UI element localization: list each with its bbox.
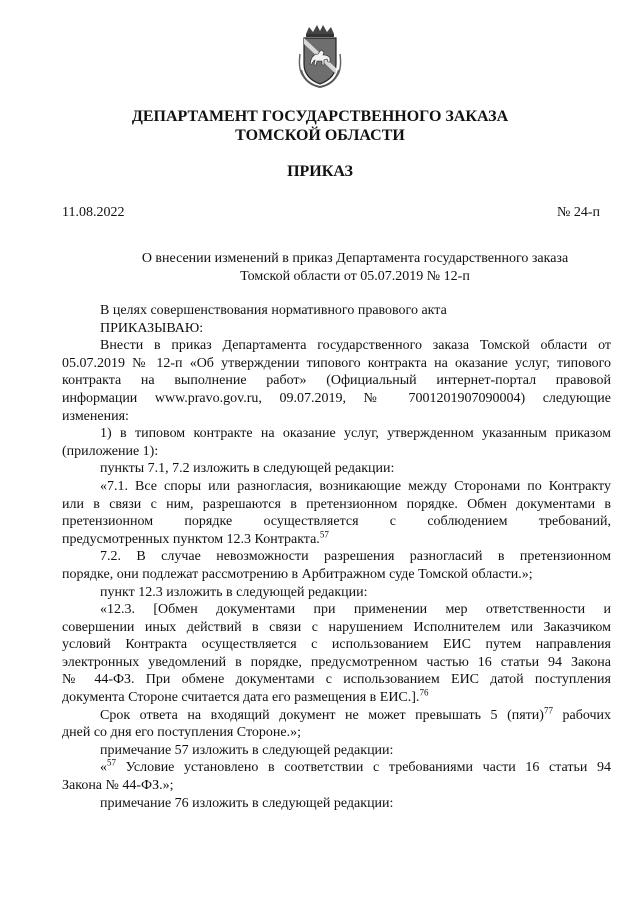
clause-7-1-line3: претензионном порядке осуществляется с соблюдением требований, (62, 514, 611, 530)
paragraph-clauses-7: пункты 7.1, 7.2 изложить в следующей редакции: (100, 461, 395, 477)
department-name-line2: ТОМСКОЙ ОБЛАСТИ (235, 127, 405, 144)
paragraph-amend-line2: 05.07.2019 № 12-п «Об утверждении типового контракта на оказание услуг, типового (62, 355, 611, 371)
paragraph-order-verb: ПРИКАЗЫВАЮ: (100, 320, 204, 336)
clause-12-3-line3: условий Контракта осуществляется с использованием ЕИС путем направления (62, 637, 611, 653)
clause-7-1-line4 (62, 531, 611, 549)
paragraph-item1-line1: 1) в типовом контракте на оказание услуг, утвержденном указанным приказом (100, 426, 611, 442)
order-number: № 24-п (556, 205, 600, 220)
clause-7-2-line1: 7.2. В случае невозможности разрешения разногласий в претензионном (100, 549, 611, 565)
paragraph-amend-line3: контракта на выполнение работ» (Официальный интернет-портал правовой (62, 373, 611, 389)
paragraph-purpose: В целях совершенствования нормативного правового акта (100, 303, 447, 318)
paragraph-item1-line2: (приложение 1): (62, 443, 159, 459)
clause-12-3-line2: совершении иных действий в связи с нарушением Исполнителем или Заказчиком (62, 619, 611, 635)
response-term-text-a: Срок ответа на входящий документ не может превышать 5 (пяти) (100, 707, 544, 723)
response-term-line1 (62, 707, 611, 725)
note-57-text: Условие установлено в соответствии с требованиями части 16 статьи 94 (116, 760, 611, 776)
order-date: 11.08.2022 (62, 205, 125, 220)
clause-12-3-line6-text: документа Стороне считается дата его размещения в ЕИС.]. (62, 690, 420, 706)
note-57-number: 57 (107, 757, 116, 768)
clause-7-1-line2: или в связи с ним, разрешаются в претензионном порядке. Обмен документами в (62, 496, 611, 512)
clause-7-2-line2: порядке, они подлежат рассмотрению в Арбитражном суде Томской области.»; (62, 566, 533, 582)
note-57-open-quote: « (100, 760, 107, 776)
tomsk-region-coat-of-arms-icon (297, 24, 343, 88)
clause-7-1-line4-text: предусмотренных пунктом 12.3 Контракта. (62, 531, 320, 547)
footnote-ref-77: 77 (543, 705, 553, 715)
response-term-text-b: рабочих (552, 707, 611, 723)
order-subject-line2: Томской области от 05.07.2019 № 12-п (240, 269, 470, 284)
clause-12-3-line4: электронных уведомлений в порядке, предусмотренном частью 16 статьи 94 Закона (62, 654, 611, 670)
paragraph-amend-line1: Внести в приказ Департамента государственного заказа Томской области от (100, 338, 611, 354)
department-name-line1: ДЕПАРТАМЕНТ ГОСУДАРСТВЕННОГО ЗАКАЗА (131, 108, 509, 125)
paragraph-amend-line4: информации www.pravo.gov.ru, 09.07.2019, № 7001201907090004) следующие (62, 390, 611, 406)
footnote-ref-57: 57 (319, 529, 329, 540)
clause-12-3-line5: № 44-ФЗ. При обмене документами с использованием ЕИС датой поступления (62, 672, 611, 688)
note-57-line1 (62, 759, 611, 777)
order-subject (100, 250, 610, 286)
paragraph-note-57: примечание 57 изложить в следующей редакции: (100, 742, 394, 758)
clause-7-1-line1: «7.1. Все споры или разногласия, возникающие между Сторонами по Контракту (100, 478, 611, 494)
order-body (62, 302, 611, 812)
footnote-ref-76: 76 (419, 687, 429, 698)
note-57-line2: Закона № 44-ФЗ.»; (62, 778, 174, 794)
paragraph-clause-12-3: пункт 12.3 изложить в следующей редакции: (100, 584, 368, 600)
paragraph-note-76: примечание 76 изложить в следующей редакции: (100, 795, 394, 811)
order-title: ПРИКАЗ (287, 163, 353, 180)
paragraph-amend-line5: изменения: (62, 408, 129, 424)
clause-12-3-line6 (62, 689, 611, 707)
response-term-line2: дней со дня его поступления Стороне.»; (62, 725, 301, 741)
clause-12-3-line1: «12.3. [Обмен документами при применении мер ответственности и (100, 602, 611, 618)
order-subject-line1: О внесении изменений в приказ Департамента государственного заказа (141, 251, 569, 266)
